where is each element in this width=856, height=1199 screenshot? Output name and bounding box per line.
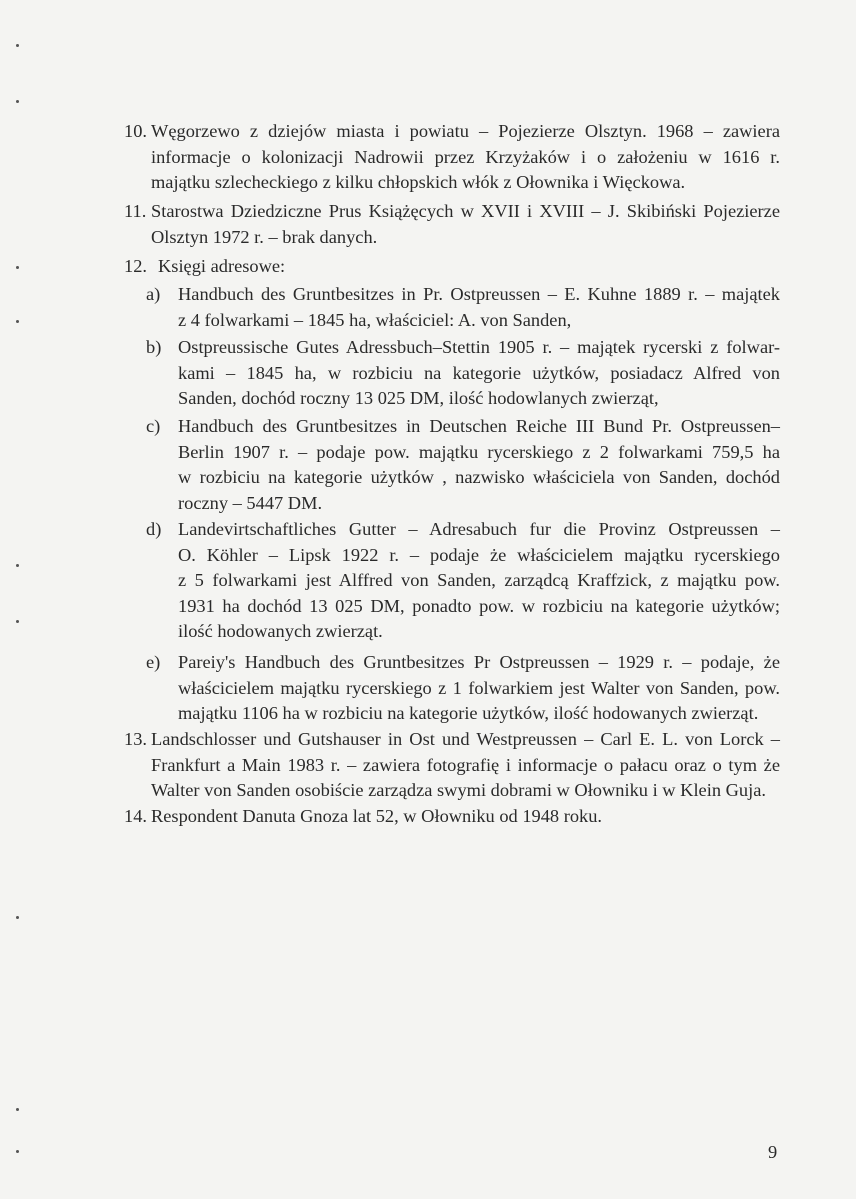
subitem-text: Pareiy's Handbuch des Gruntbesitzes Pr Ostpreussen – 1929 r. – podaje, że właścicielem majątku rycerskiego z 1 folwarkiem jest Walter von Sanden, pow. majątku 1106 ha w rozbiciu na kategorie użytków, ilość hodowanych zwierząt. [178, 652, 780, 723]
scan-speck [16, 916, 19, 919]
scan-speck [16, 100, 19, 103]
scan-speck [16, 266, 19, 269]
subitem-letter: b) [146, 337, 162, 357]
item-number: 12. [124, 256, 147, 276]
item-text: Respondent Danuta Gnoza lat 52, w Ołowniku od 1948 roku. [151, 806, 603, 826]
scan-speck [16, 44, 19, 47]
item-text: Księgi adresowe: [158, 256, 286, 276]
subitem-letter: c) [146, 416, 161, 436]
scan-speck [16, 1108, 19, 1111]
item-number: 10. [124, 121, 147, 141]
scan-speck [16, 320, 19, 323]
item-number: 13. [124, 729, 147, 749]
item-text: Starostwa Dziedziczne Prus Książęcych w XVII i XVIII – J. Skibiński Pojezierze Olsztyn 1972 r. – brak danych. [151, 201, 780, 247]
subitem-letter: a) [146, 284, 161, 304]
subitem-letter: e) [146, 652, 161, 672]
scan-speck [16, 564, 19, 567]
item-text: Węgorzewo z dziejów miasta i powiatu – Pojezierze Olsztyn. 1968 – zawiera informacje o kolonizacji Nadrowii przez Krzyżaków i o założeniu w 1616 r. majątku szlecheckiego z kilku chłopskich włók z Ołownika i Więckowa. [151, 121, 780, 192]
subitem-text: Ostpreussische Gutes Adressbuch–Stettin 1905 r. – majątek rycerski z folwar- kami – 1845 ha, w rozbiciu na kategorie użytków, posiadacz Alfred von Sanden, dochód roczny 13 025 DM, ilość hodowlanych zwierząt, [178, 337, 780, 408]
item-number: 14. [124, 806, 147, 826]
subitem-letter: d) [146, 519, 162, 539]
item-number: 11. [124, 201, 147, 221]
subitem-text: Handbuch des Gruntbesitzes in Deutschen Reiche III Bund Pr. Ostpreussen– Berlin 1907 r. – podaje pow. majątku rycerskiego z 2 folwarkami 759,5 ha w rozbiciu na kategorie użytków , nazwisko właściciela von Sanden, dochód roczny – 5447 DM. [178, 416, 780, 513]
scan-speck [16, 1150, 19, 1153]
subitem-text: Landevirtschaftliches Gutter – Adresabuch fur die Provinz Ostpreussen – O. Köhler – Lipsk 1922 r. – podaje że właścicielem majątku rycerskiego z 5 folwarkami jest Alffred von Sanden, zarządcą Kraffzick, z majątku pow. 1931 ha dochód 13 025 DM, ponadto pow. w rozbiciu na kategorie użytków; ilość hodowanych zwierząt. [178, 519, 780, 641]
page-number: 9 [768, 1142, 778, 1162]
item-text: Landschlosser und Gutshauser in Ost und Westpreussen – Carl E. L. von Lorck – Frankfurt a Main 1983 r. – zawiera fotografię i informacje o pałacu oraz o tym że Walter von Sanden osobiście zarządza swymi dobrami w Ołowniku i w Klein Guja. [151, 729, 780, 800]
subitem-text: Handbuch des Gruntbesitzes in Pr. Ostpreussen – E. Kuhne 1889 r. – majątek z 4 folwarkami – 1845 ha, właściciel: A. von Sanden, [178, 284, 780, 330]
scan-speck [16, 620, 19, 623]
